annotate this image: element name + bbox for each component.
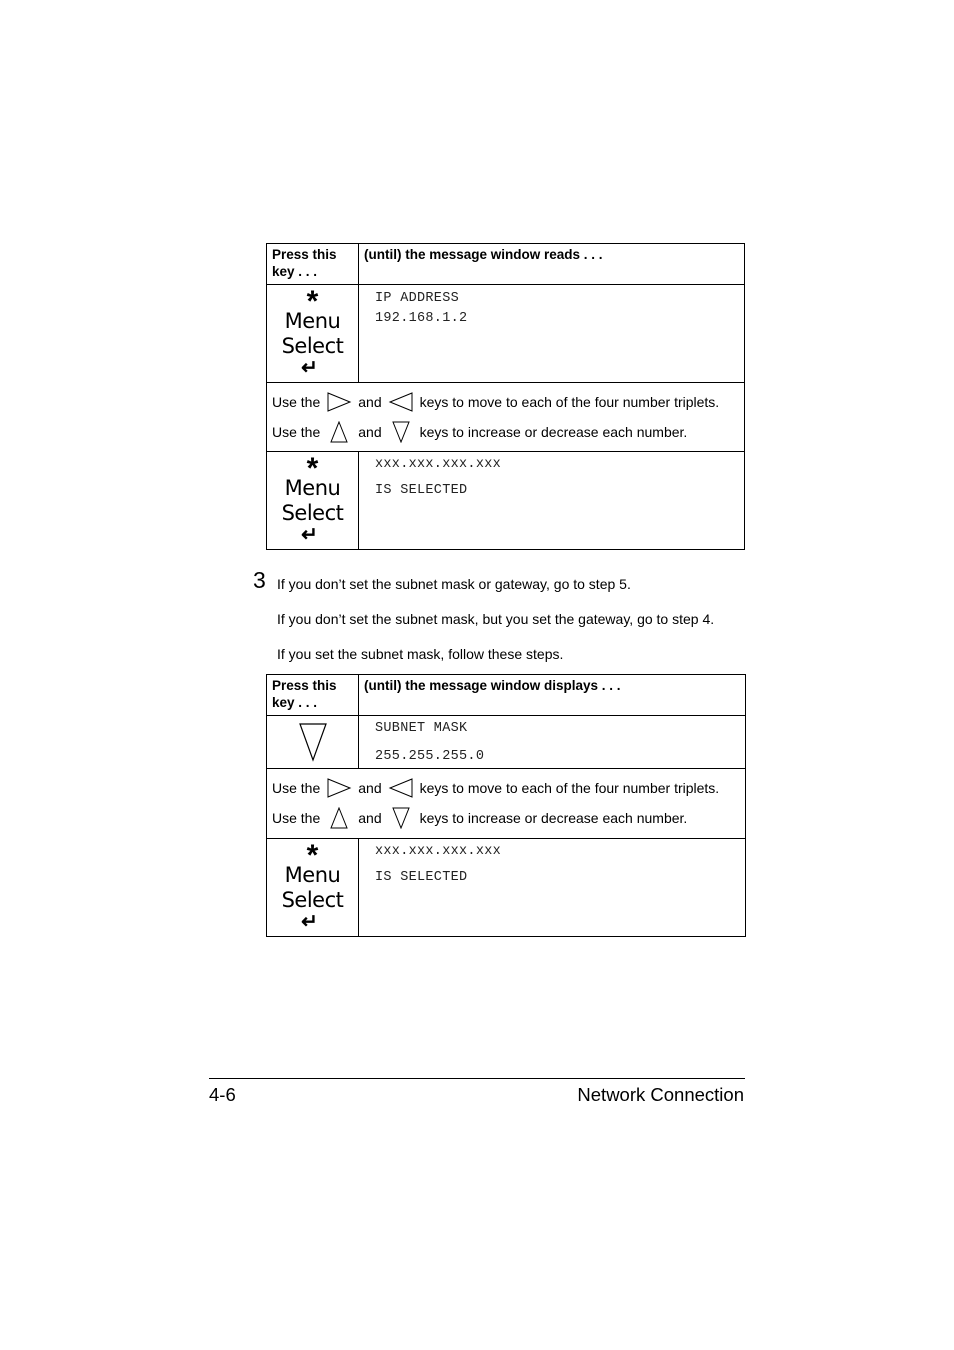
menu-select-key — [267, 285, 359, 383]
instr-text: Use the — [272, 424, 321, 440]
step-paragraph: If you don’t set the subnet mask or gateway, go to step 5. — [277, 576, 631, 592]
instr-text: and — [358, 424, 382, 440]
instruction-table-ip-address — [266, 243, 745, 550]
message-window — [359, 839, 746, 937]
down-arrow-key-icon — [388, 421, 414, 443]
star-icon: * — [306, 839, 319, 872]
star-icon: * — [306, 285, 319, 318]
select-label: Select — [281, 334, 344, 358]
instruction-row — [267, 769, 746, 839]
left-arrow-key-icon — [388, 777, 414, 799]
header-message: (until) the message window displays . . . — [359, 675, 746, 716]
right-arrow-key-icon — [326, 777, 352, 799]
header-press-key: Press this key . . . — [267, 244, 359, 285]
instr-text: keys to increase or decrease each number. — [419, 424, 688, 440]
menu-select-key — [267, 452, 359, 550]
message-line: IS SELECTED — [375, 870, 468, 885]
enter-arrow-icon: ↵ — [301, 357, 318, 379]
message-line: 192.168.1.2 — [375, 311, 468, 326]
instruction-table-subnet-mask — [266, 674, 746, 937]
message-line: xxx.xxx.xxx.xxx — [375, 844, 502, 859]
instr-text: and — [358, 810, 382, 826]
message-window — [359, 285, 745, 383]
instr-text: keys to increase or decrease each number. — [419, 810, 688, 826]
step-number: 3 — [253, 567, 266, 593]
menu-label: Menu — [284, 309, 341, 333]
instr-text: Use the — [272, 810, 321, 826]
right-arrow-key-icon — [326, 391, 352, 413]
menu-select-key — [267, 839, 359, 937]
instr-text: Use the — [272, 394, 321, 410]
select-label: Select — [281, 501, 344, 525]
instr-text: keys to move to each of the four number triplets. — [419, 394, 720, 410]
down-arrow-key-icon — [298, 722, 328, 762]
instr-text: Use the — [272, 780, 321, 796]
instr-text: keys to move to each of the four number triplets. — [419, 780, 720, 796]
page-number: 4-6 — [209, 1084, 236, 1105]
select-label: Select — [281, 888, 344, 912]
down-arrow-key-icon — [388, 807, 414, 829]
instr-text: and — [358, 394, 382, 410]
menu-label: Menu — [284, 863, 341, 887]
left-arrow-key-icon — [388, 391, 414, 413]
up-arrow-key-icon — [326, 807, 352, 829]
message-line: IP ADDRESS — [375, 291, 460, 306]
message-line: SUBNET MASK — [375, 721, 468, 736]
message-line: xxx.xxx.xxx.xxx — [375, 457, 502, 472]
message-line: 255.255.255.0 — [375, 749, 485, 764]
instruction-row — [267, 383, 745, 452]
header-press-key: Press this key . . . — [267, 675, 359, 716]
star-icon: * — [306, 452, 319, 485]
message-window — [359, 716, 746, 769]
message-window — [359, 452, 745, 550]
enter-arrow-icon: ↵ — [301, 911, 318, 933]
enter-arrow-icon: ↵ — [301, 524, 318, 546]
header-message: (until) the message window reads . . . — [359, 244, 745, 285]
instr-text: and — [358, 780, 382, 796]
down-key — [267, 716, 359, 769]
up-arrow-key-icon — [326, 421, 352, 443]
message-line: IS SELECTED — [375, 483, 468, 498]
step-paragraph: If you set the subnet mask, follow these steps. — [277, 646, 564, 662]
menu-label: Menu — [284, 476, 341, 500]
step-paragraph: If you don’t set the subnet mask, but you set the gateway, go to step 4. — [277, 611, 715, 627]
footer-rule — [209, 1078, 745, 1079]
section-title: Network Connection — [577, 1084, 744, 1105]
